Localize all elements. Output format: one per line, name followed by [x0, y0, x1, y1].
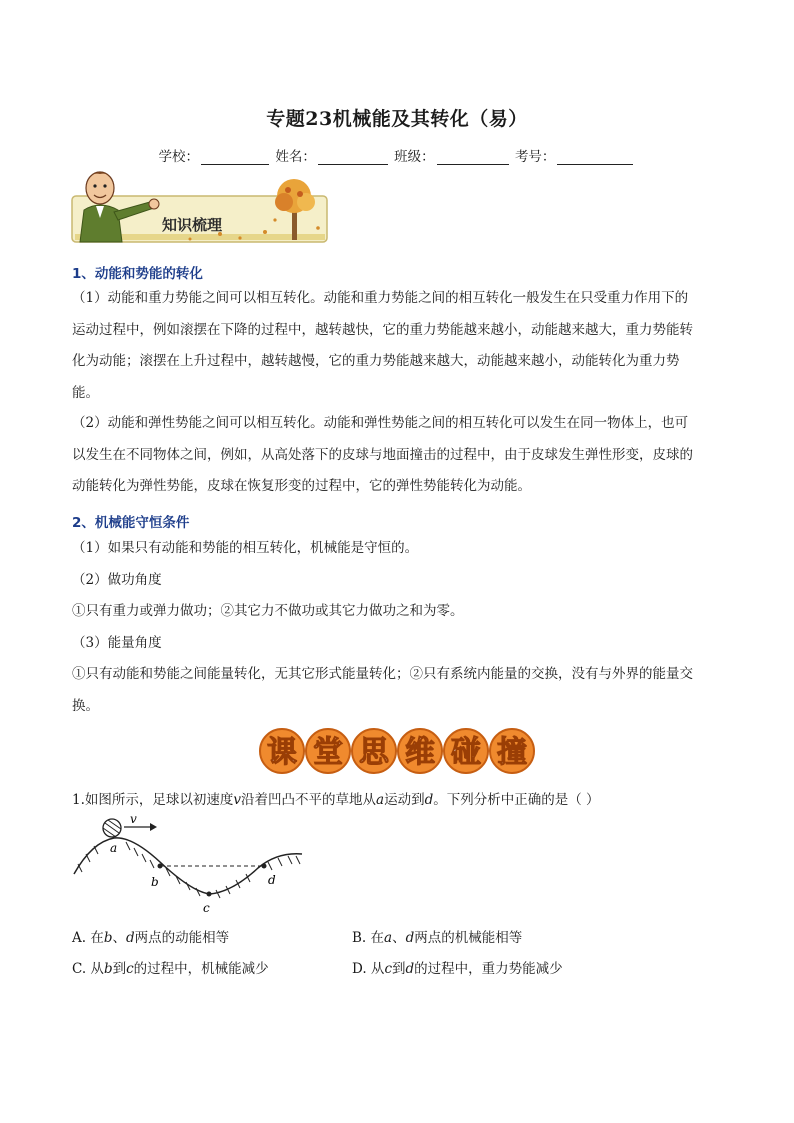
- classroom-thinking-graphic: [258, 726, 536, 776]
- name-blank[interactable]: [318, 151, 388, 165]
- knowledge-banner-graphic: [70, 166, 332, 248]
- page-title: 专题23机械能及其转化（易）: [266, 108, 528, 130]
- option-b[interactable]: [352, 926, 522, 946]
- option-text: 的过程中，机械能减少: [133, 961, 269, 977]
- paragraph-line: 换。: [72, 697, 99, 714]
- name-label: 姓名：: [275, 149, 316, 165]
- paragraph-line: （1）如果只有动能和势能的相互转化，机械能是守恒的。: [72, 540, 419, 556]
- paragraph-line: 动能转化为弹性势能，皮球在恢复形变的过程中，它的弹性势能转化为动能。: [72, 478, 531, 494]
- stem-text: 1.如图所示，足球以初速度: [72, 792, 234, 808]
- section-heading-2: 2、机械能守恒条件: [72, 515, 190, 531]
- exam-no-blank[interactable]: [557, 151, 633, 165]
- football-icon: [103, 819, 121, 837]
- paragraph-line: ①只有重力或弹力做功；②其它力不做功或其它力做功之和为零。: [72, 603, 464, 619]
- velocity-arrow-icon: [124, 812, 157, 831]
- paragraph-line: ①只有动能和势能之间能量转化，无其它形式能量转化；②只有系统内能量的交换，没有与外界的能量交: [72, 666, 693, 682]
- banner-char-5: [444, 729, 488, 773]
- question-1-stem: [72, 788, 600, 808]
- option-text: 、: [392, 930, 406, 946]
- label-c: c: [203, 901, 210, 915]
- paragraph-line: （2）做功角度: [72, 571, 162, 588]
- svg-text:思: 思: [359, 735, 389, 770]
- classroom-thinking-banner: [258, 726, 536, 776]
- student-info-line: [0, 145, 794, 165]
- option-text: D. 从: [352, 961, 385, 977]
- svg-text:课: 课: [267, 735, 297, 770]
- paragraph-line: 化为动能；滚摆在上升过程中，越转越慢，它的重力势能越来越大，动能越来越小，动能转化为重力势: [72, 353, 680, 369]
- stem-text: 。下列分析中正确的是（ ）: [433, 792, 600, 808]
- banner-char-3: [352, 729, 396, 773]
- option-text: C. 从: [72, 961, 104, 977]
- paragraph-line: （1）动能和重力势能之间可以相互转化。动能和重力势能之间的相互转化一般发生在只受重力作用下的: [72, 290, 689, 306]
- svg-text:堂: 堂: [313, 735, 343, 770]
- option-var: a: [384, 930, 393, 946]
- svg-text:碰: 碰: [451, 735, 481, 770]
- banner-char-6: [490, 729, 534, 773]
- class-label: 班级：: [394, 149, 435, 165]
- class-blank[interactable]: [437, 151, 509, 165]
- label-b: b: [151, 875, 159, 889]
- option-var: c: [384, 961, 392, 977]
- exam-no-label: 考号：: [514, 149, 556, 165]
- section-heading-1: 1、动能和势能的转化: [72, 266, 203, 282]
- section1-paragraph-1: [72, 283, 724, 409]
- label-d: d: [268, 873, 276, 887]
- option-var: c: [126, 961, 134, 977]
- stem-var: a: [376, 792, 385, 808]
- option-text: 、: [112, 930, 126, 946]
- banner-char-4: [398, 729, 442, 773]
- option-text: 到: [392, 961, 406, 977]
- option-var: d: [126, 930, 135, 946]
- banner-char-2: [306, 729, 350, 773]
- school-blank[interactable]: [201, 151, 269, 165]
- banner-char-1: [260, 729, 304, 773]
- section1-paragraph-2: [72, 408, 724, 503]
- paragraph-line: 能。: [72, 384, 99, 401]
- option-text: B. 在: [352, 930, 385, 946]
- svg-text:撞: 撞: [497, 735, 527, 770]
- option-var: d: [405, 961, 415, 977]
- paragraph-line: 运动过程中，例如滚摆在下降的过程中，越转越快，它的重力势能越来越小，动能越来越大，重力势能转: [72, 321, 693, 338]
- paragraph-line: 以发生在不同物体之间，例如，从高处落下的皮球与地面撞击的过程中，由于皮球发生弹性形变，皮球的: [72, 446, 693, 463]
- paragraph-line: （2）动能和弹性势能之间可以相互转化。动能和弹性势能之间的相互转化可以发生在同一物体上，也可: [72, 415, 689, 431]
- option-a[interactable]: [72, 926, 229, 946]
- terrain-diagram: [72, 812, 304, 918]
- knowledge-banner-label: 知识梳理: [162, 216, 223, 234]
- stem-var: d: [424, 792, 434, 808]
- option-d[interactable]: [352, 957, 563, 977]
- option-c[interactable]: [72, 957, 269, 977]
- label-v: v: [130, 812, 137, 826]
- point-d-dot: [262, 864, 267, 869]
- option-text: 两点的动能相等: [134, 930, 230, 946]
- question-1-figure: [72, 812, 304, 918]
- stem-var: v: [233, 792, 242, 808]
- option-text: 的过程中，重力势能减少: [414, 961, 563, 977]
- option-text: 到: [112, 961, 127, 977]
- stem-text: 沿着凹凸不平的草地从: [241, 792, 377, 808]
- option-var: d: [405, 930, 415, 946]
- option-text: 两点的机械能相等: [414, 930, 523, 946]
- point-c-dot: [207, 892, 212, 897]
- knowledge-banner: [70, 166, 332, 248]
- point-b-dot: [158, 864, 163, 869]
- school-label: 学校：: [158, 149, 200, 165]
- paragraph-line: （3）能量角度: [72, 634, 162, 651]
- stem-text: 运动到: [384, 792, 425, 808]
- option-var: b: [103, 930, 113, 946]
- option-text: A. 在: [72, 930, 104, 946]
- label-a: a: [110, 841, 118, 855]
- option-var: b: [103, 961, 113, 977]
- svg-text:维: 维: [405, 735, 435, 770]
- section2-body: [72, 533, 724, 722]
